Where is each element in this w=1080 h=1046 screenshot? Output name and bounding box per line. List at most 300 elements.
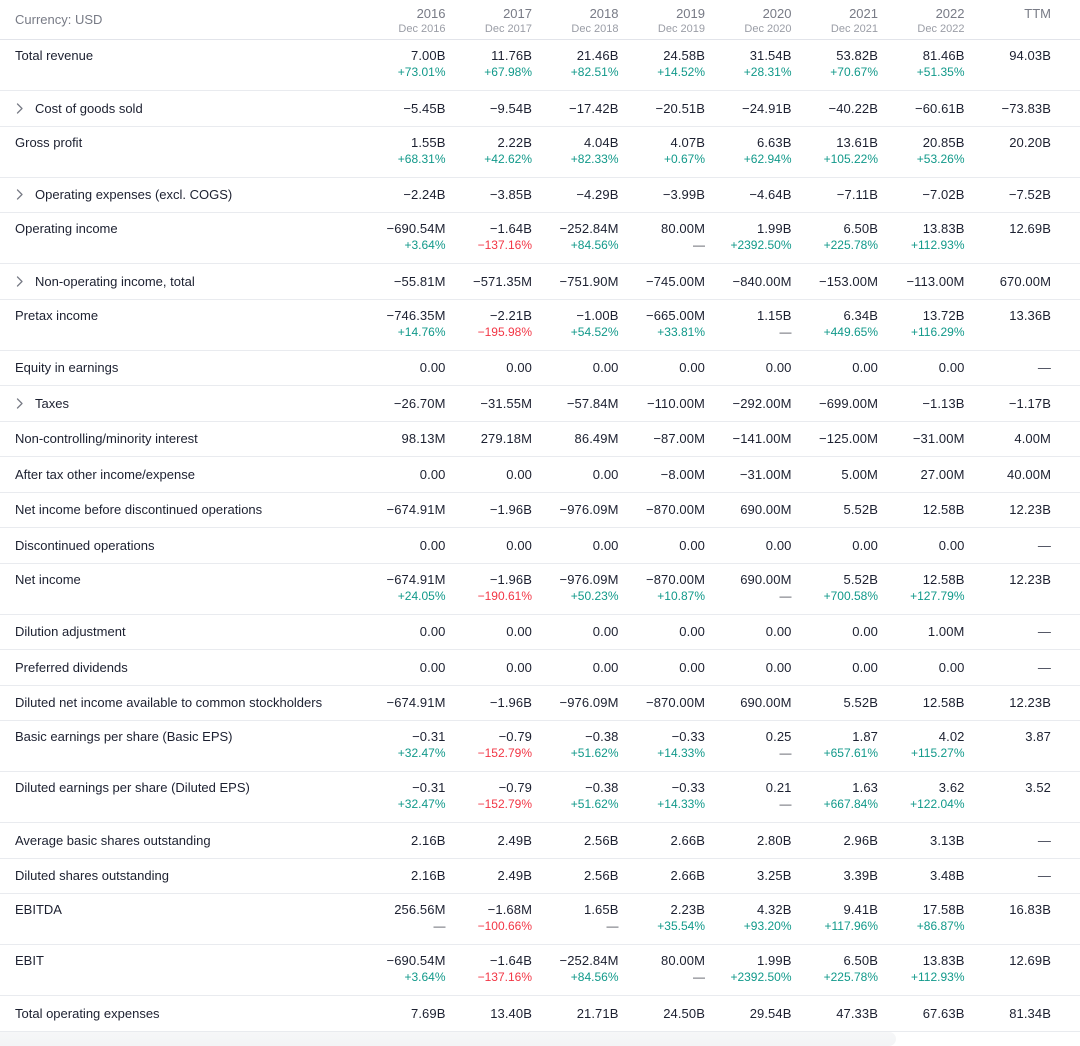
cell-value: 0.00	[592, 624, 619, 640]
value-cell	[965, 945, 1052, 969]
cell-change-percent: +32.47%	[397, 746, 446, 760]
cell-value: 4.00M	[1014, 431, 1051, 447]
cell-value: 13.72B	[922, 307, 965, 323]
table-row	[0, 40, 1080, 91]
value-cell	[619, 395, 706, 412]
value-cell	[446, 186, 533, 203]
value-cell	[359, 300, 446, 340]
cell-value: −7.11B	[836, 187, 878, 203]
value-cell	[359, 537, 446, 554]
value-cell	[446, 40, 533, 80]
cell-value: −17.42B	[569, 100, 619, 116]
chevron-right-icon[interactable]	[15, 273, 24, 290]
value-cell	[446, 213, 533, 253]
row-label-text: Non-operating income, total	[35, 273, 195, 289]
value-cell	[532, 300, 619, 340]
value-cell	[878, 100, 965, 117]
cell-value: 0.00	[506, 466, 532, 482]
column-header-2016	[359, 0, 446, 37]
value-cell	[446, 501, 533, 518]
value-cell	[965, 100, 1052, 117]
column-year-label: 2016	[416, 6, 446, 21]
value-cell	[619, 359, 706, 376]
value-cell	[619, 867, 706, 884]
cell-change-percent: +24.05%	[397, 588, 446, 603]
value-cell	[705, 501, 792, 518]
value-cell	[359, 466, 446, 483]
cell-value: −1.13B	[922, 395, 965, 411]
cell-value: 1.65B	[584, 902, 619, 917]
cell-value: 2.66B	[670, 868, 705, 884]
cell-value: −1.96B	[489, 502, 532, 518]
value-cell	[878, 894, 965, 934]
value-cell	[965, 466, 1052, 483]
value-cell	[965, 501, 1052, 518]
cell-value: −31.00M	[739, 466, 792, 482]
cell-change-percent: +51.62%	[570, 746, 619, 760]
cell-value: −4.29B	[576, 187, 619, 203]
value-cell	[705, 832, 792, 849]
cell-value: 2.56B	[584, 868, 619, 884]
row-label-text: Taxes	[35, 395, 69, 411]
cell-value: −20.51B	[655, 100, 705, 116]
horizontal-scrollbar-thumb[interactable]	[0, 1032, 896, 1046]
value-cell	[965, 537, 1052, 554]
cell-value: −60.61B	[915, 100, 965, 116]
value-cell	[532, 894, 619, 934]
table-row	[0, 650, 1080, 686]
value-cell	[878, 213, 965, 253]
column-date-label: Dec 2021	[830, 23, 878, 35]
cell-value: 256.56M	[394, 902, 446, 917]
value-cell	[792, 721, 879, 761]
cell-value: 0.00	[419, 659, 446, 675]
value-cell	[705, 772, 792, 812]
cell-change-percent: +53.26%	[916, 151, 965, 166]
cell-change-percent: +32.47%	[397, 797, 446, 811]
cell-value: —	[1037, 624, 1051, 640]
cell-value: 6.63B	[757, 134, 792, 150]
cell-value: 13.36B	[1009, 307, 1051, 323]
cell-value: 21.71B	[576, 1005, 619, 1021]
value-cell	[532, 466, 619, 483]
table-row	[0, 351, 1080, 387]
row-label[interactable]	[15, 186, 359, 203]
value-cell	[359, 359, 446, 376]
row-label-text: Cost of goods sold	[35, 100, 143, 116]
value-cell	[965, 395, 1052, 412]
value-cell	[446, 867, 533, 884]
cell-change-percent: +105.22%	[823, 151, 878, 166]
row-label[interactable]	[15, 100, 359, 117]
value-cell	[792, 186, 879, 203]
cell-value: 2.96B	[843, 832, 878, 848]
cell-value: −55.81M	[393, 273, 446, 289]
cell-value: −870.00M	[646, 502, 705, 518]
value-cell	[965, 273, 1052, 290]
row-label-text: Gross profit	[15, 134, 83, 150]
value-cell	[446, 945, 533, 985]
value-cell	[878, 623, 965, 640]
cell-value: 2.23B	[670, 902, 705, 917]
cell-change-percent: +28.31%	[743, 65, 792, 79]
cell-value: −870.00M	[646, 571, 705, 587]
row-label-text: Discontinued operations	[15, 537, 155, 553]
cell-change-percent: +122.04%	[910, 797, 965, 811]
chevron-right-icon[interactable]	[15, 395, 24, 412]
cell-value: 47.33B	[836, 1005, 878, 1021]
cell-value: 1.00M	[927, 624, 965, 640]
cell-value: −571.35M	[473, 273, 532, 289]
cell-value: 6.50B	[843, 953, 878, 968]
value-cell	[446, 894, 533, 934]
row-label-text: Total operating expenses	[15, 1005, 160, 1021]
value-cell	[532, 623, 619, 640]
value-cell	[792, 694, 879, 711]
value-cell	[532, 430, 619, 447]
value-cell	[359, 1005, 446, 1022]
column-date-label: Dec 2022	[917, 23, 965, 35]
cell-change-percent: +33.81%	[657, 324, 705, 339]
cell-value: 2.22B	[497, 134, 532, 150]
value-cell	[359, 721, 446, 761]
row-label[interactable]	[15, 273, 359, 290]
value-cell	[532, 501, 619, 518]
cell-value: −110.00M	[646, 395, 705, 411]
value-cell	[359, 100, 446, 117]
cell-value: 0.00	[506, 659, 532, 675]
value-cell	[705, 1005, 792, 1022]
cell-value: −0.33	[671, 729, 705, 744]
cell-change-percent: —	[433, 919, 446, 933]
value-cell	[965, 894, 1052, 918]
value-cell	[359, 186, 446, 203]
cell-value: 0.00	[679, 537, 705, 553]
column-header-2022	[878, 0, 965, 37]
cell-value: −73.83B	[1001, 100, 1051, 116]
value-cell	[705, 395, 792, 412]
cell-value: 3.87	[1025, 729, 1051, 744]
cell-change-percent: +225.78%	[823, 970, 878, 984]
value-cell	[446, 300, 533, 340]
column-header-2017	[446, 0, 533, 37]
value-cell	[446, 694, 533, 711]
value-cell	[619, 564, 706, 604]
cell-value: 0.00	[765, 360, 792, 376]
value-cell	[359, 213, 446, 253]
cell-value: −674.91M	[386, 571, 446, 587]
value-cell	[705, 186, 792, 203]
cell-change-percent: —	[693, 238, 705, 252]
cell-value: −1.00B	[576, 307, 619, 323]
column-date-label: Dec 2018	[571, 23, 619, 35]
value-cell	[359, 395, 446, 412]
cell-value: 2.16B	[411, 832, 446, 848]
cell-value: −0.79	[498, 780, 532, 795]
value-cell	[792, 772, 879, 812]
cell-change-percent: +112.93%	[911, 970, 965, 984]
cell-change-percent: +68.31%	[397, 151, 446, 166]
cell-change-percent: +93.20%	[743, 919, 792, 933]
value-cell	[359, 127, 446, 167]
value-cell	[532, 694, 619, 711]
cell-value: 16.83B	[1009, 902, 1051, 917]
cell-change-percent: +51.62%	[570, 797, 619, 811]
value-cell	[619, 40, 706, 80]
value-cell	[705, 430, 792, 447]
cell-change-percent: +35.54%	[657, 919, 705, 933]
value-cell	[619, 623, 706, 640]
value-cell	[619, 1005, 706, 1022]
cell-value: 5.52B	[843, 502, 878, 518]
row-label-text: Operating expenses (excl. COGS)	[35, 187, 233, 203]
value-cell	[792, 945, 879, 985]
cell-change-percent: +42.62%	[484, 151, 532, 166]
row-label	[15, 537, 359, 554]
value-cell	[705, 537, 792, 554]
table-row	[0, 457, 1080, 493]
table-row	[0, 564, 1080, 615]
cell-value: −1.17B	[1008, 395, 1051, 411]
cell-change-percent: +82.33%	[570, 151, 619, 166]
row-label-text: Pretax income	[15, 307, 99, 323]
value-cell	[359, 623, 446, 640]
cell-change-percent: +3.64%	[404, 970, 446, 984]
value-cell	[532, 772, 619, 812]
table-row	[0, 772, 1080, 823]
value-cell	[792, 100, 879, 117]
cell-change-percent: —	[779, 324, 792, 339]
value-cell	[532, 186, 619, 203]
cell-change-percent: —	[779, 797, 792, 811]
cell-change-percent: +2392.50%	[730, 238, 792, 252]
cell-value: −24.91B	[742, 100, 792, 116]
cell-change-percent: +10.87%	[657, 588, 705, 603]
cell-value: 81.34B	[1009, 1005, 1051, 1021]
value-cell	[446, 1005, 533, 1022]
value-cell	[965, 300, 1052, 324]
value-cell	[359, 659, 446, 676]
cell-change-percent: —	[693, 970, 705, 984]
row-label[interactable]	[15, 395, 359, 412]
cell-value: 0.00	[765, 659, 792, 675]
value-cell	[705, 466, 792, 483]
cell-change-percent: —	[779, 588, 792, 603]
value-cell	[792, 623, 879, 640]
cell-value: −1.68M	[487, 902, 532, 917]
chevron-right-icon[interactable]	[15, 100, 24, 117]
cell-value: −4.64B	[749, 187, 792, 203]
value-cell	[792, 213, 879, 253]
value-cell	[705, 127, 792, 167]
value-cell	[532, 273, 619, 290]
cell-change-percent: +82.51%	[570, 65, 619, 79]
row-label-text: Operating income	[15, 221, 118, 236]
cell-value: −40.22B	[828, 100, 878, 116]
cell-value: 5.52B	[843, 571, 878, 587]
value-cell	[619, 273, 706, 290]
value-cell	[965, 359, 1052, 376]
value-cell	[705, 867, 792, 884]
cell-value: 5.00M	[841, 466, 878, 482]
cell-value: −8.00M	[660, 466, 705, 482]
cell-value: 0.00	[679, 659, 705, 675]
cell-value: −0.33	[671, 780, 705, 795]
value-cell	[446, 100, 533, 117]
value-cell	[532, 721, 619, 761]
row-label	[15, 430, 359, 447]
cell-value: 12.58B	[922, 695, 965, 711]
value-cell	[446, 537, 533, 554]
row-label-text: Total revenue	[15, 48, 94, 63]
chevron-right-icon[interactable]	[15, 186, 24, 203]
cell-value: 31.54B	[749, 48, 792, 63]
cell-value: −1.96B	[489, 695, 532, 711]
value-cell	[705, 623, 792, 640]
value-cell	[878, 186, 965, 203]
table-row	[0, 386, 1080, 422]
column-header-ttm	[965, 0, 1052, 22]
value-cell	[705, 721, 792, 761]
cell-value: 53.82B	[836, 48, 878, 63]
cell-value: 5.52B	[843, 695, 878, 711]
column-date-label: Dec 2020	[744, 23, 792, 35]
column-year-label: 2022	[935, 6, 965, 21]
value-cell	[705, 213, 792, 253]
value-cell	[705, 40, 792, 80]
cell-value: 86.49M	[574, 431, 619, 447]
cell-value: −0.79	[498, 729, 532, 744]
value-cell	[792, 40, 879, 80]
value-cell	[446, 721, 533, 761]
value-cell	[965, 867, 1052, 884]
value-cell	[965, 623, 1052, 640]
value-cell	[619, 832, 706, 849]
value-cell	[359, 772, 446, 812]
cell-change-percent: −137.16%	[477, 238, 532, 252]
table-row	[0, 493, 1080, 529]
cell-value: 0.00	[419, 466, 446, 482]
cell-value: 4.02	[938, 729, 965, 744]
cell-value: 0.00	[852, 624, 878, 640]
value-cell	[878, 466, 965, 483]
cell-value: 670.00M	[999, 273, 1051, 289]
cell-value: 0.00	[506, 537, 532, 553]
cell-value: 690.00M	[740, 502, 792, 518]
cell-value: 20.85B	[922, 134, 965, 150]
row-label-text: Net income	[15, 571, 81, 587]
cell-value: −690.54M	[386, 953, 446, 968]
column-date-label: Dec 2019	[657, 23, 705, 35]
row-label	[15, 213, 359, 237]
cell-value: 7.00B	[411, 48, 446, 63]
value-cell	[619, 659, 706, 676]
value-cell	[532, 213, 619, 253]
cell-value: −5.45B	[403, 100, 446, 116]
cell-value: −1.64B	[489, 953, 532, 968]
cell-value: 0.00	[852, 659, 878, 675]
value-cell	[878, 721, 965, 761]
cell-value: 13.40B	[490, 1005, 532, 1021]
row-label	[15, 40, 359, 64]
value-cell	[446, 772, 533, 812]
cell-value: 690.00M	[740, 695, 792, 711]
cell-value: 3.39B	[843, 868, 878, 884]
cell-change-percent: +86.87%	[916, 919, 965, 933]
value-cell	[792, 1005, 879, 1022]
cell-change-percent: +116.29%	[911, 324, 965, 339]
cell-value: −153.00M	[819, 273, 878, 289]
cell-value: 40.00M	[1007, 466, 1051, 482]
cell-change-percent: +50.23%	[570, 588, 619, 603]
cell-change-percent: +449.65%	[823, 324, 878, 339]
cell-change-percent: +14.33%	[657, 797, 705, 811]
value-cell	[878, 1005, 965, 1022]
value-cell	[705, 945, 792, 985]
cell-value: 12.69B	[1009, 221, 1051, 236]
value-cell	[792, 466, 879, 483]
row-label	[15, 300, 359, 324]
horizontal-scrollbar-track[interactable]	[0, 1032, 1080, 1046]
row-label	[15, 867, 359, 884]
cell-change-percent: +700.58%	[823, 588, 878, 603]
value-cell	[359, 832, 446, 849]
cell-value: 0.00	[419, 360, 446, 376]
cell-value: 0.00	[592, 537, 619, 553]
cell-value: 0.00	[938, 360, 965, 376]
table-row	[0, 213, 1080, 264]
cell-value: 0.00	[938, 659, 965, 675]
value-cell	[878, 945, 965, 985]
value-cell	[532, 359, 619, 376]
cell-value: −870.00M	[646, 695, 705, 711]
value-cell	[792, 867, 879, 884]
cell-value: 0.00	[506, 360, 532, 376]
value-cell	[446, 466, 533, 483]
value-cell	[965, 186, 1052, 203]
column-header-2019	[619, 0, 706, 37]
value-cell	[965, 213, 1052, 237]
value-cell	[619, 213, 706, 253]
cell-value: 9.41B	[843, 902, 878, 917]
cell-value: 0.00	[419, 537, 446, 553]
cell-value: 0.00	[852, 537, 878, 553]
cell-change-percent: +127.79%	[910, 588, 965, 603]
cell-value: −1.64B	[489, 221, 532, 236]
cell-value: 0.00	[852, 360, 878, 376]
column-year-label: 2021	[849, 6, 878, 21]
value-cell	[359, 894, 446, 934]
cell-value: 20.20B	[1009, 134, 1051, 150]
value-cell	[619, 100, 706, 117]
cell-change-percent: —	[606, 919, 619, 933]
cell-value: −751.90M	[559, 273, 619, 289]
cell-value: 12.23B	[1009, 571, 1051, 587]
value-cell	[446, 623, 533, 640]
value-cell	[878, 659, 965, 676]
value-cell	[359, 40, 446, 80]
cell-value: 80.00M	[661, 221, 705, 236]
cell-change-percent: +112.93%	[911, 238, 965, 252]
cell-value: −1.96B	[489, 571, 532, 587]
value-cell	[878, 537, 965, 554]
value-cell	[878, 300, 965, 340]
value-cell	[619, 300, 706, 340]
column-year-label: TTM	[1024, 6, 1051, 21]
cell-value: 80.00M	[661, 953, 705, 968]
cell-value: −31.55M	[480, 395, 532, 411]
cell-value: 0.00	[679, 624, 705, 640]
